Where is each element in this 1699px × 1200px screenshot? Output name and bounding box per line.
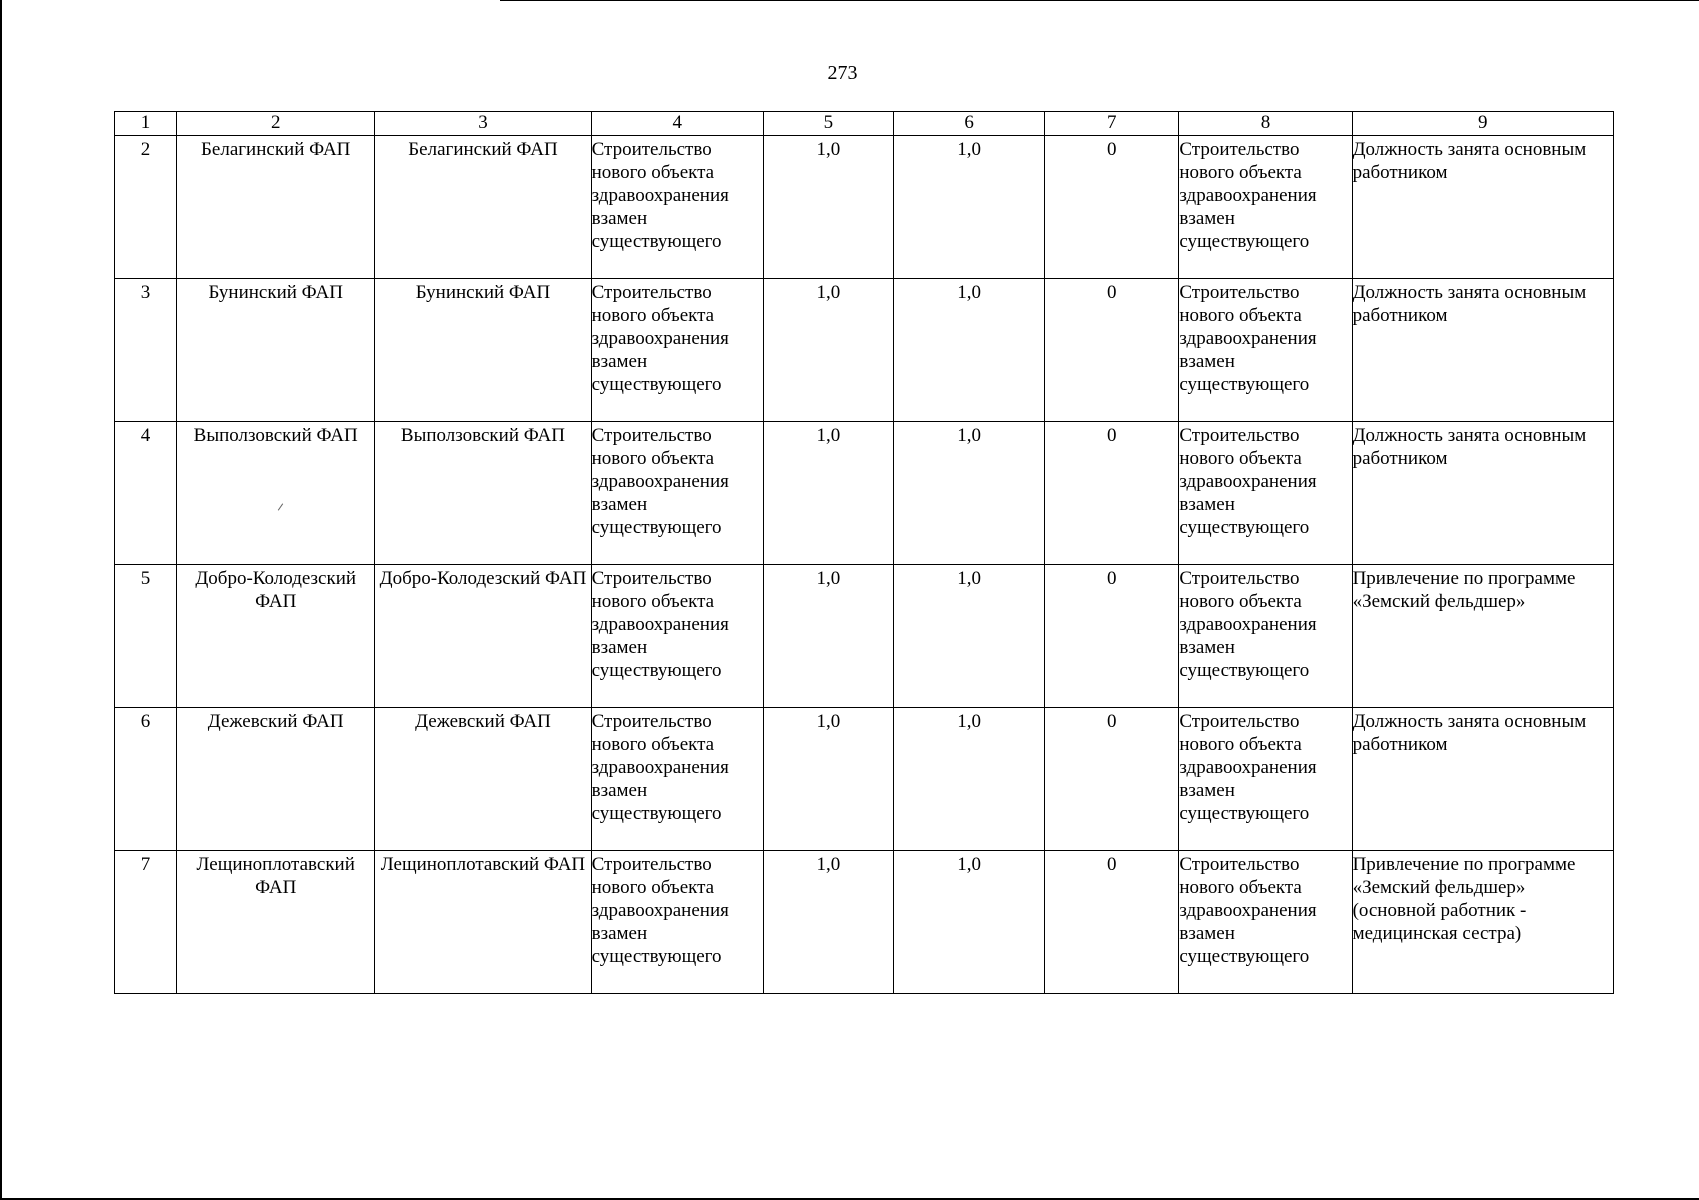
value-col5: 1,0 [763,565,893,708]
scan-edge-top [500,0,1699,1]
facility-name-planned: Добро-Колодезский ФАП [375,565,591,708]
column-header: 3 [375,112,591,136]
action-cell-2: Строительство нового объекта здравоохранения взамен существующего [1179,422,1352,565]
staffing-note: Должность занята основным работником [1352,708,1613,851]
column-header: 7 [1045,112,1179,136]
column-header: 1 [115,112,177,136]
action-cell: Строительство нового объекта здравоохранения взамен существующего [591,136,763,279]
table-row [115,422,1614,565]
facility-name-planned: Дежевский ФАП [375,708,591,851]
row-number: 4 [115,422,177,565]
action-cell: Строительство нового объекта здравоохранения взамен существующего [591,851,763,994]
facility-name-planned: Бунинский ФАП [375,279,591,422]
facility-name: Белагинский ФАП [177,136,375,279]
row-number: 6 [115,708,177,851]
facility-name: Добро-Колодезский ФАП [177,565,375,708]
value-col5: 1,0 [763,279,893,422]
header-row [115,112,1614,136]
action-cell: Строительство нового объекта здравоохранения взамен существующего [591,708,763,851]
table-row [115,708,1614,851]
value-col5: 1,0 [763,422,893,565]
action-cell-2: Строительство нового объекта здравоохранения взамен существующего [1179,279,1352,422]
facility-name-planned: Лещиноплотавский ФАП [375,851,591,994]
action-cell: Строительство нового объекта здравоохранения взамен существующего [591,422,763,565]
page-number: 273 [827,62,858,84]
row-number: 2 [115,136,177,279]
value-col7: 0 [1045,136,1179,279]
staffing-note: Привлечение по программе «Земский фельдшер» (основной работник - медицинская сестра) [1352,851,1613,994]
action-cell-2: Строительство нового объекта здравоохранения взамен существующего [1179,708,1352,851]
value-col6: 1,0 [894,851,1045,994]
table-row [115,565,1614,708]
column-header: 6 [894,112,1045,136]
staffing-note: Привлечение по программе «Земский фельдшер» [1352,565,1613,708]
value-col6: 1,0 [894,136,1045,279]
value-col6: 1,0 [894,708,1045,851]
column-header: 4 [591,112,763,136]
action-cell: Строительство нового объекта здравоохранения взамен существующего [591,279,763,422]
value-col6: 1,0 [894,565,1045,708]
table-row [115,279,1614,422]
value-col7: 0 [1045,279,1179,422]
staffing-note: Должность занята основным работником [1352,279,1613,422]
action-cell-2: Строительство нового объекта здравоохранения взамен существующего [1179,136,1352,279]
table-row [115,136,1614,279]
value-col7: 0 [1045,565,1179,708]
staffing-note: Должность занята основным работником [1352,136,1613,279]
facility-name: Дежевский ФАП [177,708,375,851]
value-col6: 1,0 [894,279,1045,422]
value-col5: 1,0 [763,708,893,851]
value-col5: 1,0 [763,851,893,994]
value-col7: 0 [1045,851,1179,994]
facility-name: Бунинский ФАП [177,279,375,422]
table-row [115,851,1614,994]
value-col5: 1,0 [763,136,893,279]
facility-name: Выползовский ФАП [177,422,375,565]
facility-name-planned: Белагинский ФАП [375,136,591,279]
value-col6: 1,0 [894,422,1045,565]
action-cell-2: Строительство нового объекта здравоохранения взамен существующего [1179,851,1352,994]
action-cell: Строительство нового объекта здравоохранения взамен существующего [591,565,763,708]
action-cell-2: Строительство нового объекта здравоохранения взамен существующего [1179,565,1352,708]
row-number: 3 [115,279,177,422]
column-header: 8 [1179,112,1352,136]
facility-name: Лещиноплотавский ФАП [177,851,375,994]
row-number: 7 [115,851,177,994]
facilities-table [114,111,1614,994]
staffing-note: Должность занята основным работником [1352,422,1613,565]
column-header: 5 [763,112,893,136]
facility-name-planned: Выползовский ФАП [375,422,591,565]
column-header: 2 [177,112,375,136]
row-number: 5 [115,565,177,708]
value-col7: 0 [1045,708,1179,851]
value-col7: 0 [1045,422,1179,565]
column-header: 9 [1352,112,1613,136]
